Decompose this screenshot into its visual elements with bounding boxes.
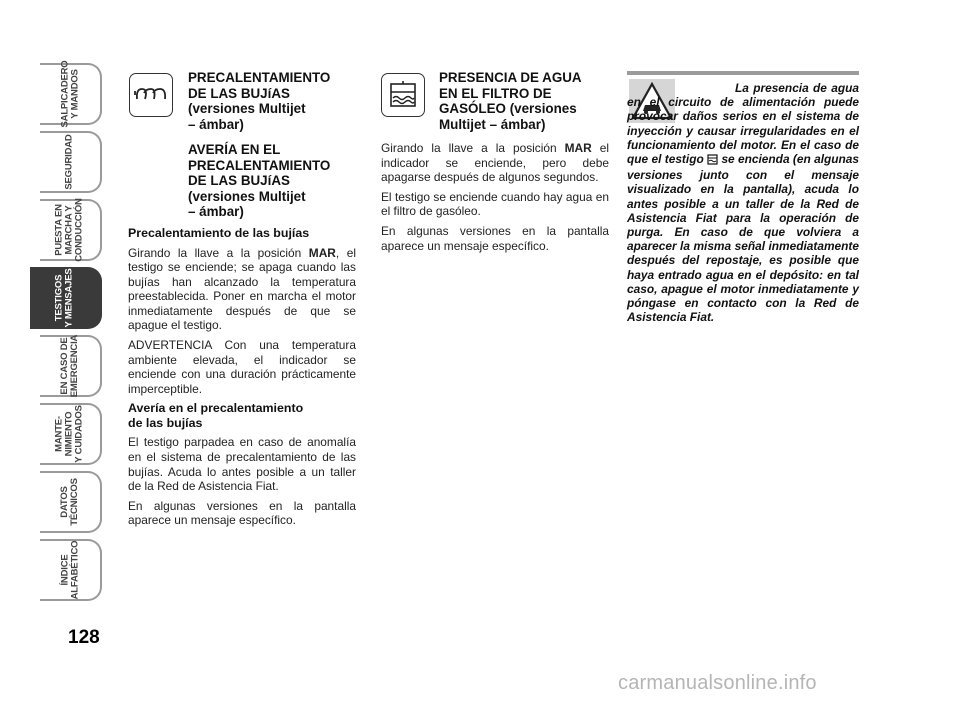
subheading-averia: Avería en el precalentamiento de las bujías — [128, 401, 304, 431]
tab-salpicadero[interactable]: SALPICADERO Y MANDOS — [40, 63, 102, 125]
tab-testigos-active[interactable]: TESTIGOS Y MENSAJES — [30, 267, 102, 329]
tab-emergencia[interactable]: EN CASO DE EMERGENCIA — [40, 335, 102, 397]
page-number: 128 — [68, 627, 100, 648]
paragraph: En algunas versiones en la pantalla aparece un mensaje específico. — [381, 223, 609, 253]
paragraph: Girando la llave a la posición MAR el indicador se enciende, pero debe apagarse después de algunos segundos. — [381, 141, 610, 185]
paragraph: El testigo se enciende cuando hay agua en el filtro de gasóleo. — [381, 189, 609, 219]
paragraph: El testigo parpadea en caso de anomalía en el sistema de precalentamiento de las bujías. Acuda lo antes posible a un taller de la Red de Asistencia Fiat. — [128, 435, 356, 494]
tab-datos-tecnicos[interactable]: DATOS TÉCNICOS — [40, 471, 102, 533]
tab-indice[interactable]: ÍNDICE ALFABÉTICO — [40, 539, 102, 601]
warning-rule — [627, 71, 859, 75]
column-glow-plugs — [128, 70, 356, 533]
column-water-filter — [381, 70, 609, 258]
tab-seguridad[interactable]: SEGURIDAD — [40, 131, 102, 193]
subheading-precalentamiento: Precalentamiento de las bujías — [128, 225, 310, 240]
glow-plug-heading: PRECALENTAMIENTO DE LAS BUJíAS (versiones Multijet – ámbar) AVERÍA EN EL PRECALENTAMIENTO DE LAS BUJíAS (versiones Multijet – ámbar) — [188, 70, 331, 219]
water-in-fuel-inline-icon — [707, 154, 718, 168]
water-filter-heading: PRESENCIA DE AGUA EN EL FILTRO DE GASÓLEO (versiones Multijet – ámbar) — [439, 70, 582, 132]
warning-text: La presencia de agua en el circuito de alimentación puede provocar daños serios en el sistema de inyección y causar irregularidades en el funcionamiento del motor. En el caso de que el testigo se encienda (en algunas versiones junto con el mensaje visualizado en la pantalla), acuda lo antes posible a un taller de la Red de Asistencia Fiat para la operación de purga. En caso de que volviera a aparecer la misma señal inmediatamente después del repostaje, es posible que haya entrado agua en el depósito: en tal caso, apague el motor inmediatamente y póngase en contacto con la Red de Asistencia Fiat. — [627, 81, 860, 325]
paragraph-advertencia: ADVERTENCIA Con una temperatura ambiente elevada, el indicador se enciende con una duración prácticamente imperceptible. — [128, 338, 356, 396]
tab-puesta-en-marcha[interactable]: PUESTA EN MARCHA Y CONDUCCIÓN — [40, 199, 102, 261]
tab-mantenimiento[interactable]: MANTE- NIMIENTO Y CUIDADOS — [40, 403, 102, 465]
watermark: carmanualsonline.info — [618, 672, 817, 694]
paragraph: Girando la llave a la posición MAR, el testigo se enciende; se apaga cuando las bujías han alcanzado la temperatura preestablecida. Poner en marcha el motor inmediatamente después de que se apague el testigo. — [128, 245, 356, 333]
paragraph: En algunas versiones en la pantalla aparece un mensaje específico. — [128, 498, 356, 528]
